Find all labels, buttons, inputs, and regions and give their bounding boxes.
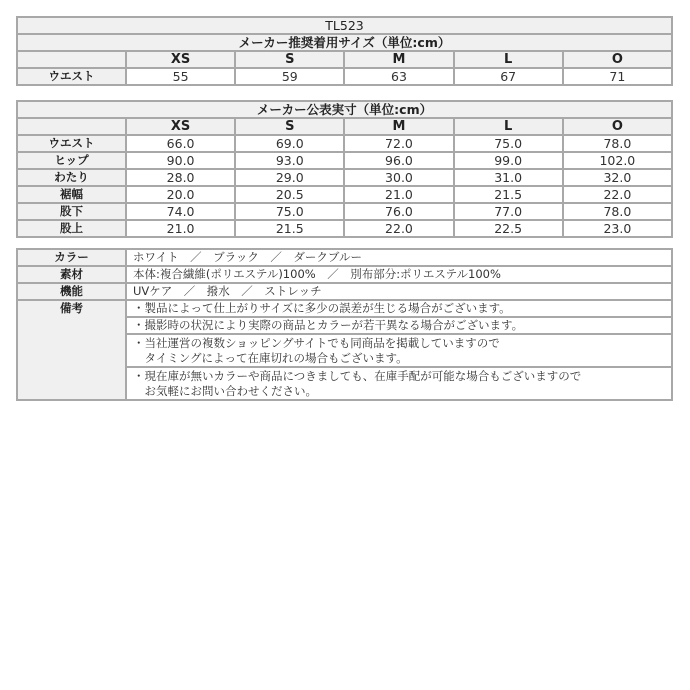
cell-value: 76.0 [344,203,453,220]
cell-value: 75.0 [454,135,563,152]
info-row-function [17,283,672,300]
cell-value: 23.0 [563,220,672,237]
table-row [17,220,672,237]
recommended-size-table [16,16,673,86]
cell-value: 71 [563,68,672,85]
product-code: TL523 [17,17,672,34]
row-label: 股下 [17,203,126,220]
note-item [126,367,672,400]
row-label: ウエスト [17,68,126,85]
size-header: L [454,118,563,135]
info-row-material [17,266,672,283]
note-item: ・撮影時の状況により実際の商品とカラーが若干異なる場合がございます。 [126,317,672,334]
size-header: S [235,118,344,135]
measurement-table [16,100,673,238]
size-header: O [563,51,672,68]
size-header: XS [126,51,235,68]
row-label: 機能 [17,283,126,300]
corner-cell [17,118,126,135]
cell-value: 72.0 [344,135,453,152]
table-row [17,135,672,152]
note-line: ・現在庫が無いカラーや商品につきましても、在庫手配が可能な場合もございますので [133,368,582,383]
table-row [17,152,672,169]
cell-value: 20.5 [235,186,344,203]
material-value: 本体:複合繊維(ポリエステル)100% ／ 別布部分:ポリエステル100% [126,266,672,283]
table-row [17,203,672,220]
table-row [17,186,672,203]
table-row [17,68,672,85]
row-label: わたり [17,169,126,186]
cell-value: 102.0 [563,152,672,169]
cell-value: 29.0 [235,169,344,186]
row-label: ヒップ [17,152,126,169]
cell-value: 63 [344,68,453,85]
color-value: ホワイト ／ ブラック ／ ダークブルー [126,249,672,266]
cell-value: 31.0 [454,169,563,186]
cell-value: 66.0 [126,135,235,152]
cell-value: 55 [126,68,235,85]
cell-value: 96.0 [344,152,453,169]
cell-value: 78.0 [563,203,672,220]
cell-value: 22.5 [454,220,563,237]
cell-value: 21.0 [344,186,453,203]
cell-value: 21.5 [454,186,563,203]
cell-value: 30.0 [344,169,453,186]
measurement-title: メーカー公表実寸（単位:cm） [17,101,672,118]
row-label: 股上 [17,220,126,237]
row-label: 素材 [17,266,126,283]
recommended-size-title: メーカー推奨着用サイズ（単位:cm） [17,34,672,51]
cell-value: 99.0 [454,152,563,169]
cell-value: 22.0 [344,220,453,237]
size-header: M [344,118,453,135]
row-label: ウエスト [17,135,126,152]
info-row-color [17,249,672,266]
size-header: O [563,118,672,135]
cell-value: 77.0 [454,203,563,220]
note-line: ・当社運営の複数ショッピングサイトでも同商品を掲載していますので [133,335,500,350]
cell-value: 21.5 [235,220,344,237]
row-label: カラー [17,249,126,266]
corner-cell [17,51,126,68]
cell-value: 90.0 [126,152,235,169]
product-info-table [16,248,673,401]
size-header: S [235,51,344,68]
note-item [126,334,672,367]
cell-value: 28.0 [126,169,235,186]
cell-value: 93.0 [235,152,344,169]
cell-value: 20.0 [126,186,235,203]
cell-value: 69.0 [235,135,344,152]
cell-value: 22.0 [563,186,672,203]
cell-value: 75.0 [235,203,344,220]
notes-label: 備考 [17,300,126,400]
info-row-notes [17,300,672,317]
cell-value: 74.0 [126,203,235,220]
note-item: ・製品によって仕上がりサイズに多少の誤差が生じる場合がございます。 [126,300,672,317]
cell-value: 67 [454,68,563,85]
cell-value: 21.0 [126,220,235,237]
note-line: タイミングによって在庫切れの場合もございます。 [133,350,408,365]
cell-value: 32.0 [563,169,672,186]
row-label: 裾幅 [17,186,126,203]
cell-value: 78.0 [563,135,672,152]
cell-value: 59 [235,68,344,85]
table-row [17,169,672,186]
function-value: UVケア ／ 撥水 ／ ストレッチ [126,283,672,300]
size-header: L [454,51,563,68]
note-line: お気軽にお問い合わせください。 [133,383,317,398]
size-header: M [344,51,453,68]
size-header: XS [126,118,235,135]
